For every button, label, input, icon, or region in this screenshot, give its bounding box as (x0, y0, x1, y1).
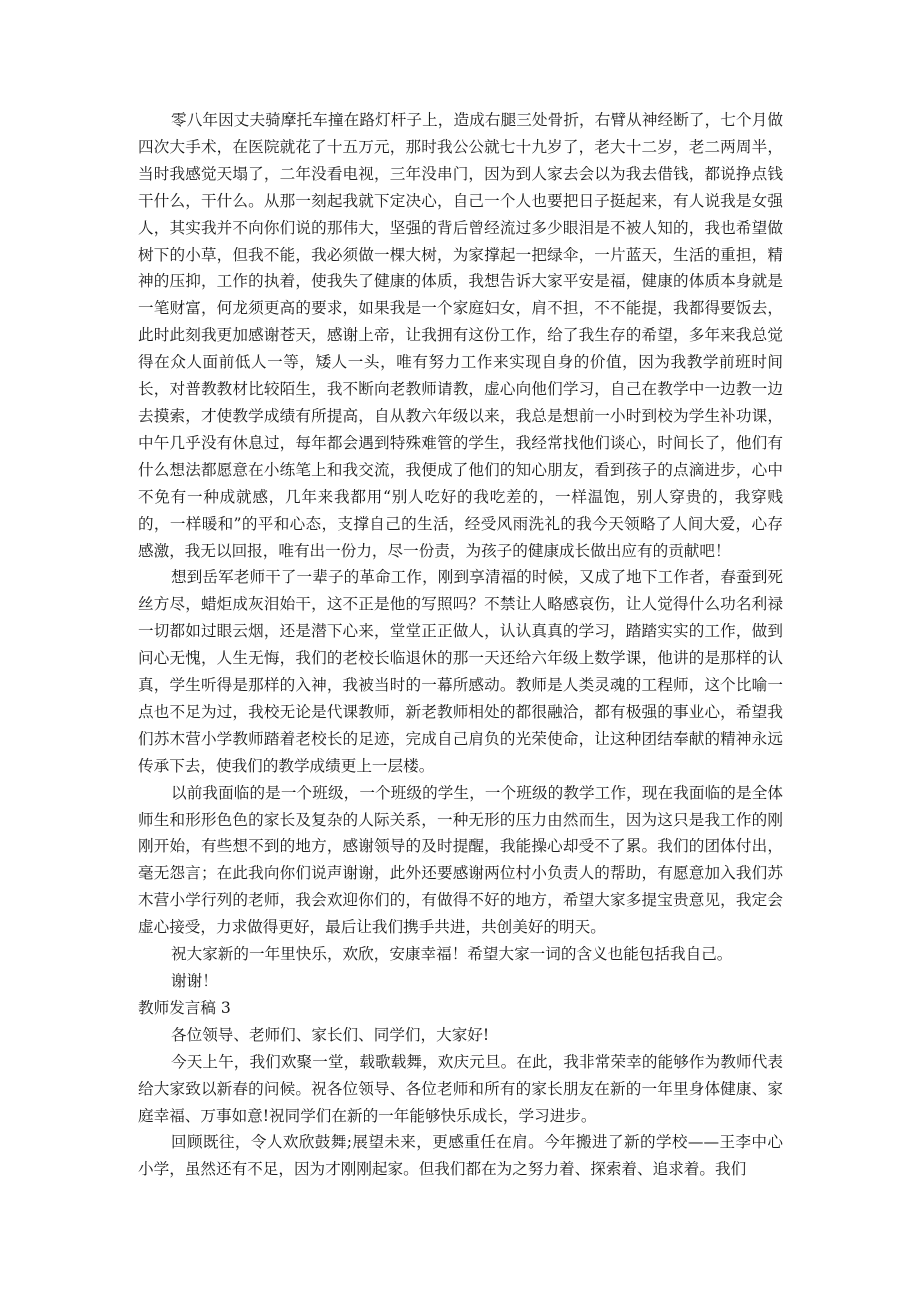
paragraph-new-role: 以前我面临的是一个班级，一个班级的学生，一个班级的教学工作，现在我面临的是全体师生和形形色色的家长及复杂的人际关系，一种无形的压力由然而生，因为这只是我工作的刚刚开始，有些想不到的地方，感谢领导的及时提醒，我能操心却受不了累。我们的团体付出，毫无怨言；在此我向你们说声谢谢，此外还要感谢两位村小负责人的帮助，有愿意加入我们苏木营小学行列的老师，我会欢迎你们的，有做得不好的地方，希望大家多提宝贵意见，我定会虚心接受，力求做得更好，最后让我们携手共进，共创美好的明天。 (138, 783, 783, 937)
paragraph-husband-accident: 零八年因丈夫骑摩托车撞在路灯杆子上，造成右腿三处骨折，右臂从神经断了，七个月做四次大手术，在医院就花了十五万元，那时我公公就七十九岁了，老大十二岁，老二两周半，当时我感觉天塌了，二年没看电视，三年没串门，因为到人家去会以为我去借钱，都说挣点钱干什么，干什么。从那一刻起我就下定决心，自己一个人也要把日子挺起来，有人说我是女强人，其实我并不向你们说的那伟大，坚强的背后曾经流过多少眼泪是不被人知的，我也希望做树下的小草，但我不能，我必须做一棵大树，为家撑起一把绿伞，一片蓝天，生活的重担，精神的压抑，工作的执着，使我失了健康的体质，我想告诉大家平安是福，健康的体质本身就是一笔财富，何龙须更高的要求，如果我是一个家庭妇女，肩不担，不不能提，我都得要饭去，此时此刻我更加感谢苍天，感谢上帝，让我拥有这份工作，给了我生存的希望，多年来我总觉得在众人面前低人一等，矮人一头，唯有努力工作来实现自身的价值，因为我教学前班时间长，对普教教材比较陌生，我不断向老教师请教，虚心向他们学习，自己在教学中一边教一边去摸索，才使教学成绩有所提高，自从教六年级以来，我总是想前一小时到校为学生补功课，中午几乎没有休息过，每年都会遇到特殊难管的学生，我经常找他们谈心，时间长了，他们有什么想法都愿意在小练笔上和我交流，我便成了他们的知心朋友，看到孩子的点滴进步，心中不免有一种成就感，几年来我都用“别人吃好的我吃差的，一样温饱，别人穿贵的，我穿贱的，一样暖和”的平和心态，支撑自己的生活，经受风雨洗礼的我今天领略了人间大爱，心存感激，我无以回报，唯有出一份力，尽一份责，为孩子的健康成长做出应有的贡献吧！ (138, 111, 783, 560)
paragraph-review: 回顾既往，令人欢欣鼓舞;展望未来，更感重任在肩。今年搬进了新的学校——王李中心小学，虽然还有不足，因为才刚刚起家。但我们都在为之努力着、探索着、追求着。我们 (138, 1133, 783, 1179)
paragraph-greeting: 各位领导、老师们、家长们、同学们，大家好! (171, 1025, 490, 1044)
paragraph-thanks: 谢谢！ (171, 972, 218, 990)
document-body (138, 107, 783, 1183)
paragraph-new-year-wish: 祝大家新的一年里快乐，欢欣，安康幸福！希望大家一词的含义也能包括我自己。 (171, 945, 733, 964)
section-heading: 教师发言稿 3 (138, 998, 231, 1017)
paragraph-old-teacher: 想到岳军老师干了一辈子的革命工作，刚到享清福的时候，又成了地下工作者，春蚕到死丝方尽，蜡炬成灰泪始干，这不正是他的写照吗？不禁让人略感哀伤，让人觉得什么功名利禄一切都如过眼云烟，还是潜下心来，堂堂正正做人，认认真真的学习，踏踏实实的工作，做到问心无愧，人生无悔，我们的老校长临退休的那一天还给六年级上数学课，他讲的是那样的认真，学生听得是那样的入神，我被当时的一幕所感动。教师是人类灵魂的工程师，这个比喻一点也不足为过，我校无论是代课教师，新老教师相处的都很融洽，都有极强的事业心，希望我们苏木营小学教师踏着老校长的足迹，完成自己肩负的光荣使命，让这种团结奉献的精神永远传承下去，使我们的教学成绩更上一层楼。 (138, 568, 783, 775)
paragraph-celebration: 今天上午，我们欢聚一堂，载歌载舞，欢庆元旦。在此，我非常荣幸的能够作为教师代表给大家致以新春的问候。祝各位领导、各位老师和所有的家长朋友在新的一年里身体健康、家庭幸福、万事如意!祝同学们在新的一年能够快乐成长，学习进步。 (138, 1052, 783, 1125)
